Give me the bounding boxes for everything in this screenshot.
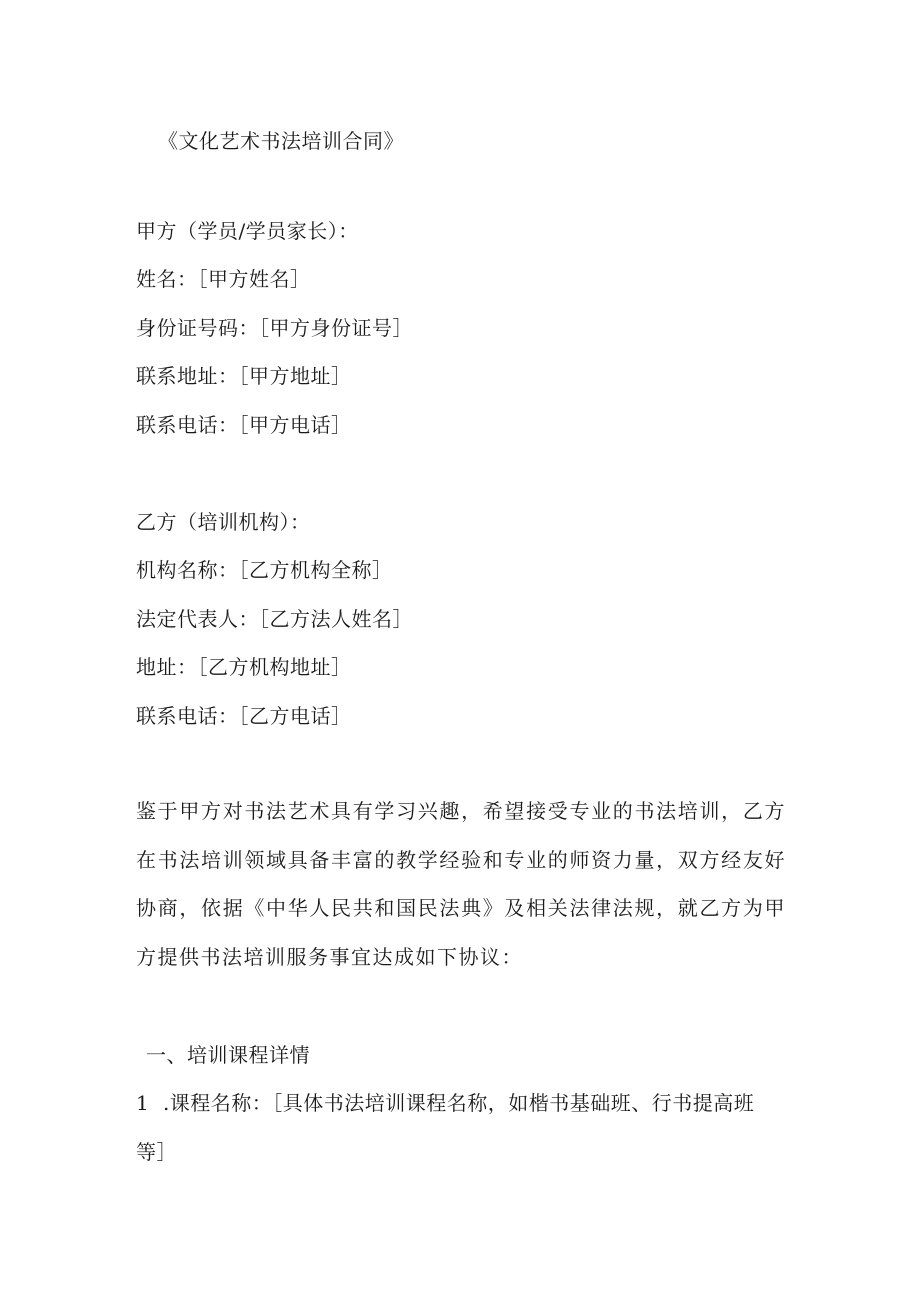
party-a-name: 姓名：［甲方姓名］ <box>136 267 311 291</box>
party-b-org-name: 机构名称：［乙方机构全称］ <box>136 558 393 582</box>
party-b-phone: 联系电话：［乙方电话］ <box>136 704 352 728</box>
section-1-heading: 一、培训课程详情 <box>146 1043 310 1067</box>
section-1-item-1-line-2: 等］ <box>136 1140 177 1164</box>
section-1-item-1-line-1: 1 .课程名称：［具体书法培训课程名称，如楷书基础班、行书提高班 <box>136 1091 755 1115</box>
party-b-heading: 乙方（培训机构）： <box>136 510 311 534</box>
party-b-address: 地址：［乙方机构地址］ <box>136 655 352 679</box>
preamble-paragraph: 鉴于甲方对书法艺术具有学习兴趣，希望接受专业的书法培训，乙方在书法培训领域具备丰富的教学经验和专业的师资力量，双方经友好协商，依据《中华人民共和国民法典》及相关法律法规，就乙方为甲方提供书法培训服务事宜达成如下协议： <box>136 799 786 969</box>
party-a-address: 联系地址：［甲方地址］ <box>136 364 352 388</box>
document-title: 《文化艺术书法培训合同》 <box>158 129 404 153</box>
party-a-heading: 甲方（学员/学员家长）： <box>136 219 359 243</box>
party-a-id-number: 身份证号码：［甲方身份证号］ <box>136 316 413 340</box>
party-a-phone: 联系电话：［甲方电话］ <box>136 413 352 437</box>
party-b-legal-rep: 法定代表人：［乙方法人姓名］ <box>136 607 413 631</box>
